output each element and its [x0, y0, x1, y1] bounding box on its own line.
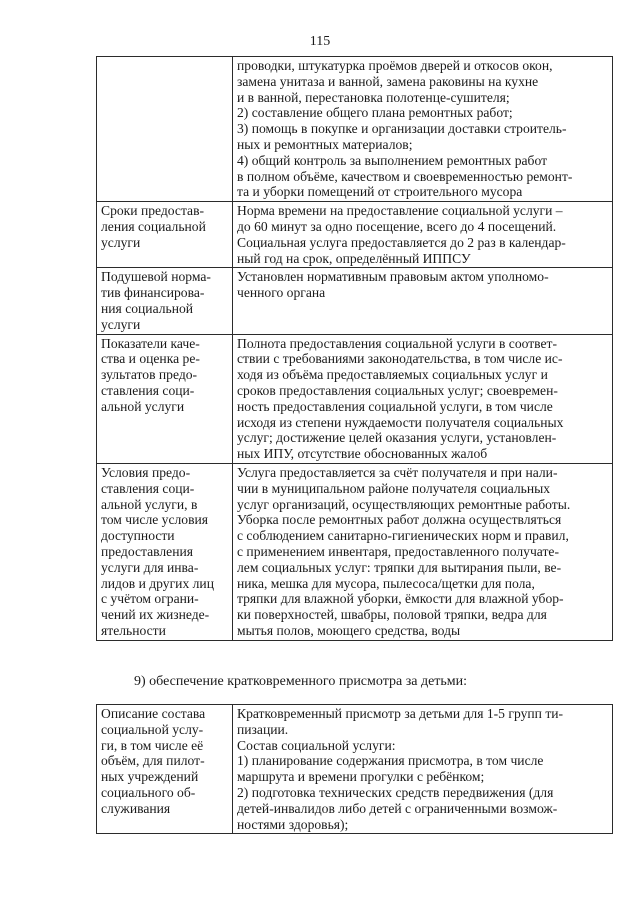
child-supervision-table	[96, 704, 613, 834]
content-line: услуг; достижение целей оказания услуги, установлен-	[237, 430, 557, 446]
label-line: Сроки предостав-	[101, 203, 205, 219]
label-line: социальной услу-	[101, 721, 204, 737]
content-line: ника, мешка для мусора, пылесоса/щетки для пола,	[237, 575, 535, 591]
content-line: ствии с требованиями законодательства, в том числе ис-	[237, 351, 563, 367]
content-line: маршрута и времени прогулки с ребёнком;	[237, 769, 485, 785]
row-label-cell	[97, 463, 233, 640]
label-line: ятельности	[101, 622, 166, 638]
row-label-cell	[97, 268, 233, 334]
content-line: исходя из степени нуждаемости получателя социальных	[237, 414, 564, 430]
content-line: ходя из объёма предоставляемых социальных услуг и	[237, 367, 548, 383]
content-line: проводки, штукатурка проёмов дверей и откосов окон,	[237, 58, 553, 73]
row-content-cell	[233, 202, 613, 268]
content-line: ностями здоровья);	[237, 816, 349, 832]
content-line: до 60 минут за одно посещение, всего до 4 посещений.	[237, 218, 557, 234]
content-line: услуг организаций, осуществляющих ремонтные работы.	[237, 496, 571, 512]
row-label-cell	[97, 202, 233, 268]
label-line: ления социальной	[101, 218, 206, 234]
table-row	[97, 334, 613, 463]
label-line: ставления соци-	[101, 480, 195, 496]
services-table	[96, 56, 613, 641]
section-heading: 9) обеспечение кратковременного присмотра за детьми:	[134, 674, 468, 689]
label-line: Описание состава	[101, 706, 206, 721]
label-line: объём, для пилот-	[101, 753, 205, 769]
content-line: тряпки для влажной уборки, ёмкости для влажной убор-	[237, 591, 564, 607]
content-line: в полном объёме, качеством и своевременностью ремонт-	[237, 168, 573, 184]
label-line: услуги для инва-	[101, 559, 199, 575]
label-line: тив финансирова-	[101, 285, 205, 301]
content-line: та и уборки помещений от строительного мусора	[237, 184, 523, 200]
content-line: 3) помощь в покупке и организации доставки строитель-	[237, 121, 567, 137]
content-line: с применением инвентаря, предоставленного получате-	[237, 543, 559, 559]
content-line: Полнота предоставления социальной услуги в соответ-	[237, 335, 558, 351]
label-line: лидов и других лиц	[101, 575, 214, 591]
content-line: ных ИПУ, отсутствие обоснованных жалоб	[237, 446, 488, 462]
label-line: том числе условия	[101, 512, 209, 528]
label-line: чений их жизнеде-	[101, 607, 210, 623]
content-line: Норма времени на предоставление социальной услуги –	[237, 203, 563, 219]
content-line: Услуга предоставляется за счёт получателя и при нали-	[237, 464, 558, 480]
content-line: чии в муниципальном районе получателя социальных	[237, 480, 551, 496]
label-line: Показатели каче-	[101, 335, 200, 351]
content-line: Состав социальной услуги:	[237, 737, 396, 753]
content-line: лем социальных услуг: тряпки для вытирания пыли, ве-	[237, 559, 562, 575]
label-line: зультатов предо-	[101, 367, 198, 383]
row-label-cell	[97, 57, 233, 202]
label-line: Подушевой норма-	[101, 269, 211, 285]
content-line: Кратковременный присмотр за детьми для 1-5 групп ти-	[237, 706, 564, 721]
label-line: ных учреждений	[101, 769, 199, 785]
content-line: ность предоставления социальной услуги, в том числе	[237, 398, 553, 414]
label-line: альной услуги	[101, 398, 185, 414]
content-line: Установлен нормативным правовым актом уполномо-	[237, 269, 549, 285]
content-line: Уборка после ремонтных работ должна осуществляться	[237, 512, 562, 528]
content-line: 4) общий контроль за выполнением ремонтных работ	[237, 152, 548, 168]
content-line: 2) составление общего плана ремонтных работ;	[237, 105, 513, 121]
label-line: ния социальной	[101, 300, 194, 316]
content-line: ных и ремонтных материалов;	[237, 136, 413, 152]
content-line: 1) планирование содержания присмотра, в том числе	[237, 753, 544, 769]
content-line: детей-инвалидов либо детей с ограниченными возмож-	[237, 800, 558, 816]
label-line: ставления соци-	[101, 382, 195, 398]
row-label-cell	[97, 705, 233, 834]
content-line: ный год на срок, определённый ИППСУ	[237, 250, 471, 266]
row-label-cell	[97, 334, 233, 463]
content-line: ченного органа	[237, 285, 326, 301]
content-line: и в ванной, перестановка полотенце-сушителя;	[237, 89, 510, 105]
label-line: с учётом ограни-	[101, 591, 199, 607]
label-line: служивания	[101, 800, 171, 816]
label-line: Условия предо-	[101, 464, 191, 480]
label-line: альной услуги, в	[101, 496, 198, 512]
row-content-cell	[233, 334, 613, 463]
content-line: 2) подготовка технических средств передвижения (для	[237, 784, 554, 800]
label-line: предоставления	[101, 543, 194, 559]
row-content-cell	[233, 57, 613, 202]
content-line: пизации.	[237, 721, 289, 737]
row-content-cell	[233, 705, 613, 834]
table-row	[97, 268, 613, 334]
table-row	[97, 463, 613, 640]
label-line: социального об-	[101, 784, 196, 800]
page-number: 115	[309, 34, 331, 49]
table-row	[97, 57, 613, 202]
row-content-cell	[233, 268, 613, 334]
row-content-cell	[233, 463, 613, 640]
label-line: ства и оценка ре-	[101, 351, 200, 367]
label-line: услуги	[101, 234, 141, 250]
label-line: ги, в том числе её	[101, 737, 204, 753]
table-row	[97, 202, 613, 268]
content-line: замена унитаза и ванной, замена раковины на кухне	[237, 73, 539, 89]
content-line: Социальная услуга предоставляется до 2 раз в календар-	[237, 234, 566, 250]
content-line: с соблюдением санитарно-гигиенических норм и правил,	[237, 528, 569, 544]
label-line: услуги	[101, 316, 141, 332]
label-line: доступности	[101, 528, 175, 544]
table-row	[97, 705, 613, 834]
content-line: мытья полов, моющего средства, воды	[237, 622, 461, 638]
content-line: сроков предоставления социальных услуг; своевремен-	[237, 382, 558, 398]
content-line: ки поверхностей, швабры, половой тряпки, ведра для	[237, 607, 547, 623]
